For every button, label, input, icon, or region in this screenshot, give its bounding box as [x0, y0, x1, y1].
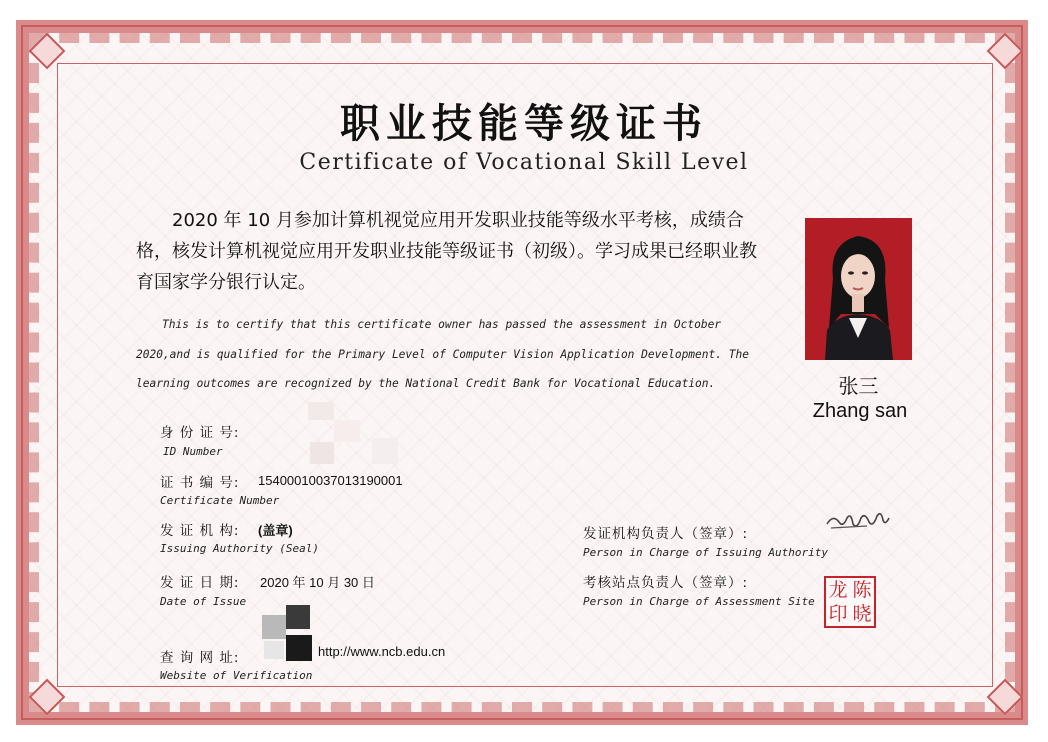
verification-website-label-en: Website of Verification: [160, 669, 313, 682]
certificate-title-en: Certificate of Vocational Skill Level: [299, 150, 749, 175]
authority-signature: [823, 508, 893, 538]
issuing-authority-label: 发 证 机 构:: [160, 523, 240, 539]
issuing-authority-value: (盖章): [258, 523, 293, 538]
site-signature-label: 考核站点负责人（签章）:: [583, 575, 749, 591]
verification-website-link[interactable]: http://www.ncb.edu.cn: [318, 644, 446, 659]
authority-signature-label-en: Person in Charge of Issuing Authority: [583, 546, 829, 559]
certificate-body-cn: 2020 年 10 月参加计算机视觉应用开发职业技能等级水平考核，成绩合格，核发计算机视觉应用开发职业技能等级证书（初级）。学习成果已经职业教育国家学分银行认定。: [136, 210, 757, 293]
authority-signature-label: 发证机构负责人（签章）:: [583, 526, 749, 542]
seal-char: 印: [828, 603, 848, 625]
date-of-issue-value: 2020 年 10 月 30 日: [260, 575, 375, 590]
seal-char: 龙: [828, 579, 848, 601]
site-signature-label-en: Person in Charge of Assessment Site: [583, 595, 815, 608]
id-number-redacted: [258, 402, 398, 464]
holder-name-cn: 张三: [838, 374, 879, 398]
id-number-label: 身 份 证 号:: [160, 425, 240, 441]
official-seal: [824, 576, 876, 628]
date-of-issue-label: 发 证 日 期:: [160, 575, 240, 591]
certificate-number-label-en: Certificate Number: [160, 494, 280, 507]
certificate-number-value: 15400010037013190001: [258, 473, 403, 488]
seal-char: 陈: [852, 579, 872, 601]
certificate-number-label: 证 书 编 号:: [160, 475, 240, 491]
issuing-authority-label-en: Issuing Authority (Seal): [160, 542, 319, 555]
seal-char: 晓: [852, 603, 872, 625]
certificate-body-en: This is to certify that this certificate owner has passed the assessment in October 2020,and is qualified for the Primary Level of Computer Vision Application Development. The learning outcomes are recognized by the National Credit Bank for Vocational Education.: [136, 318, 749, 390]
holder-photo: [805, 218, 912, 360]
certificate-title-cn: 职业技能等级证书: [340, 101, 708, 147]
qr-code-redacted: [262, 605, 314, 661]
date-of-issue-label-en: Date of Issue: [160, 595, 247, 608]
id-number-label-en: ID Number: [163, 445, 223, 458]
verification-website-label: 查 询 网 址:: [160, 650, 240, 666]
holder-name-en: Zhang san: [812, 400, 908, 422]
